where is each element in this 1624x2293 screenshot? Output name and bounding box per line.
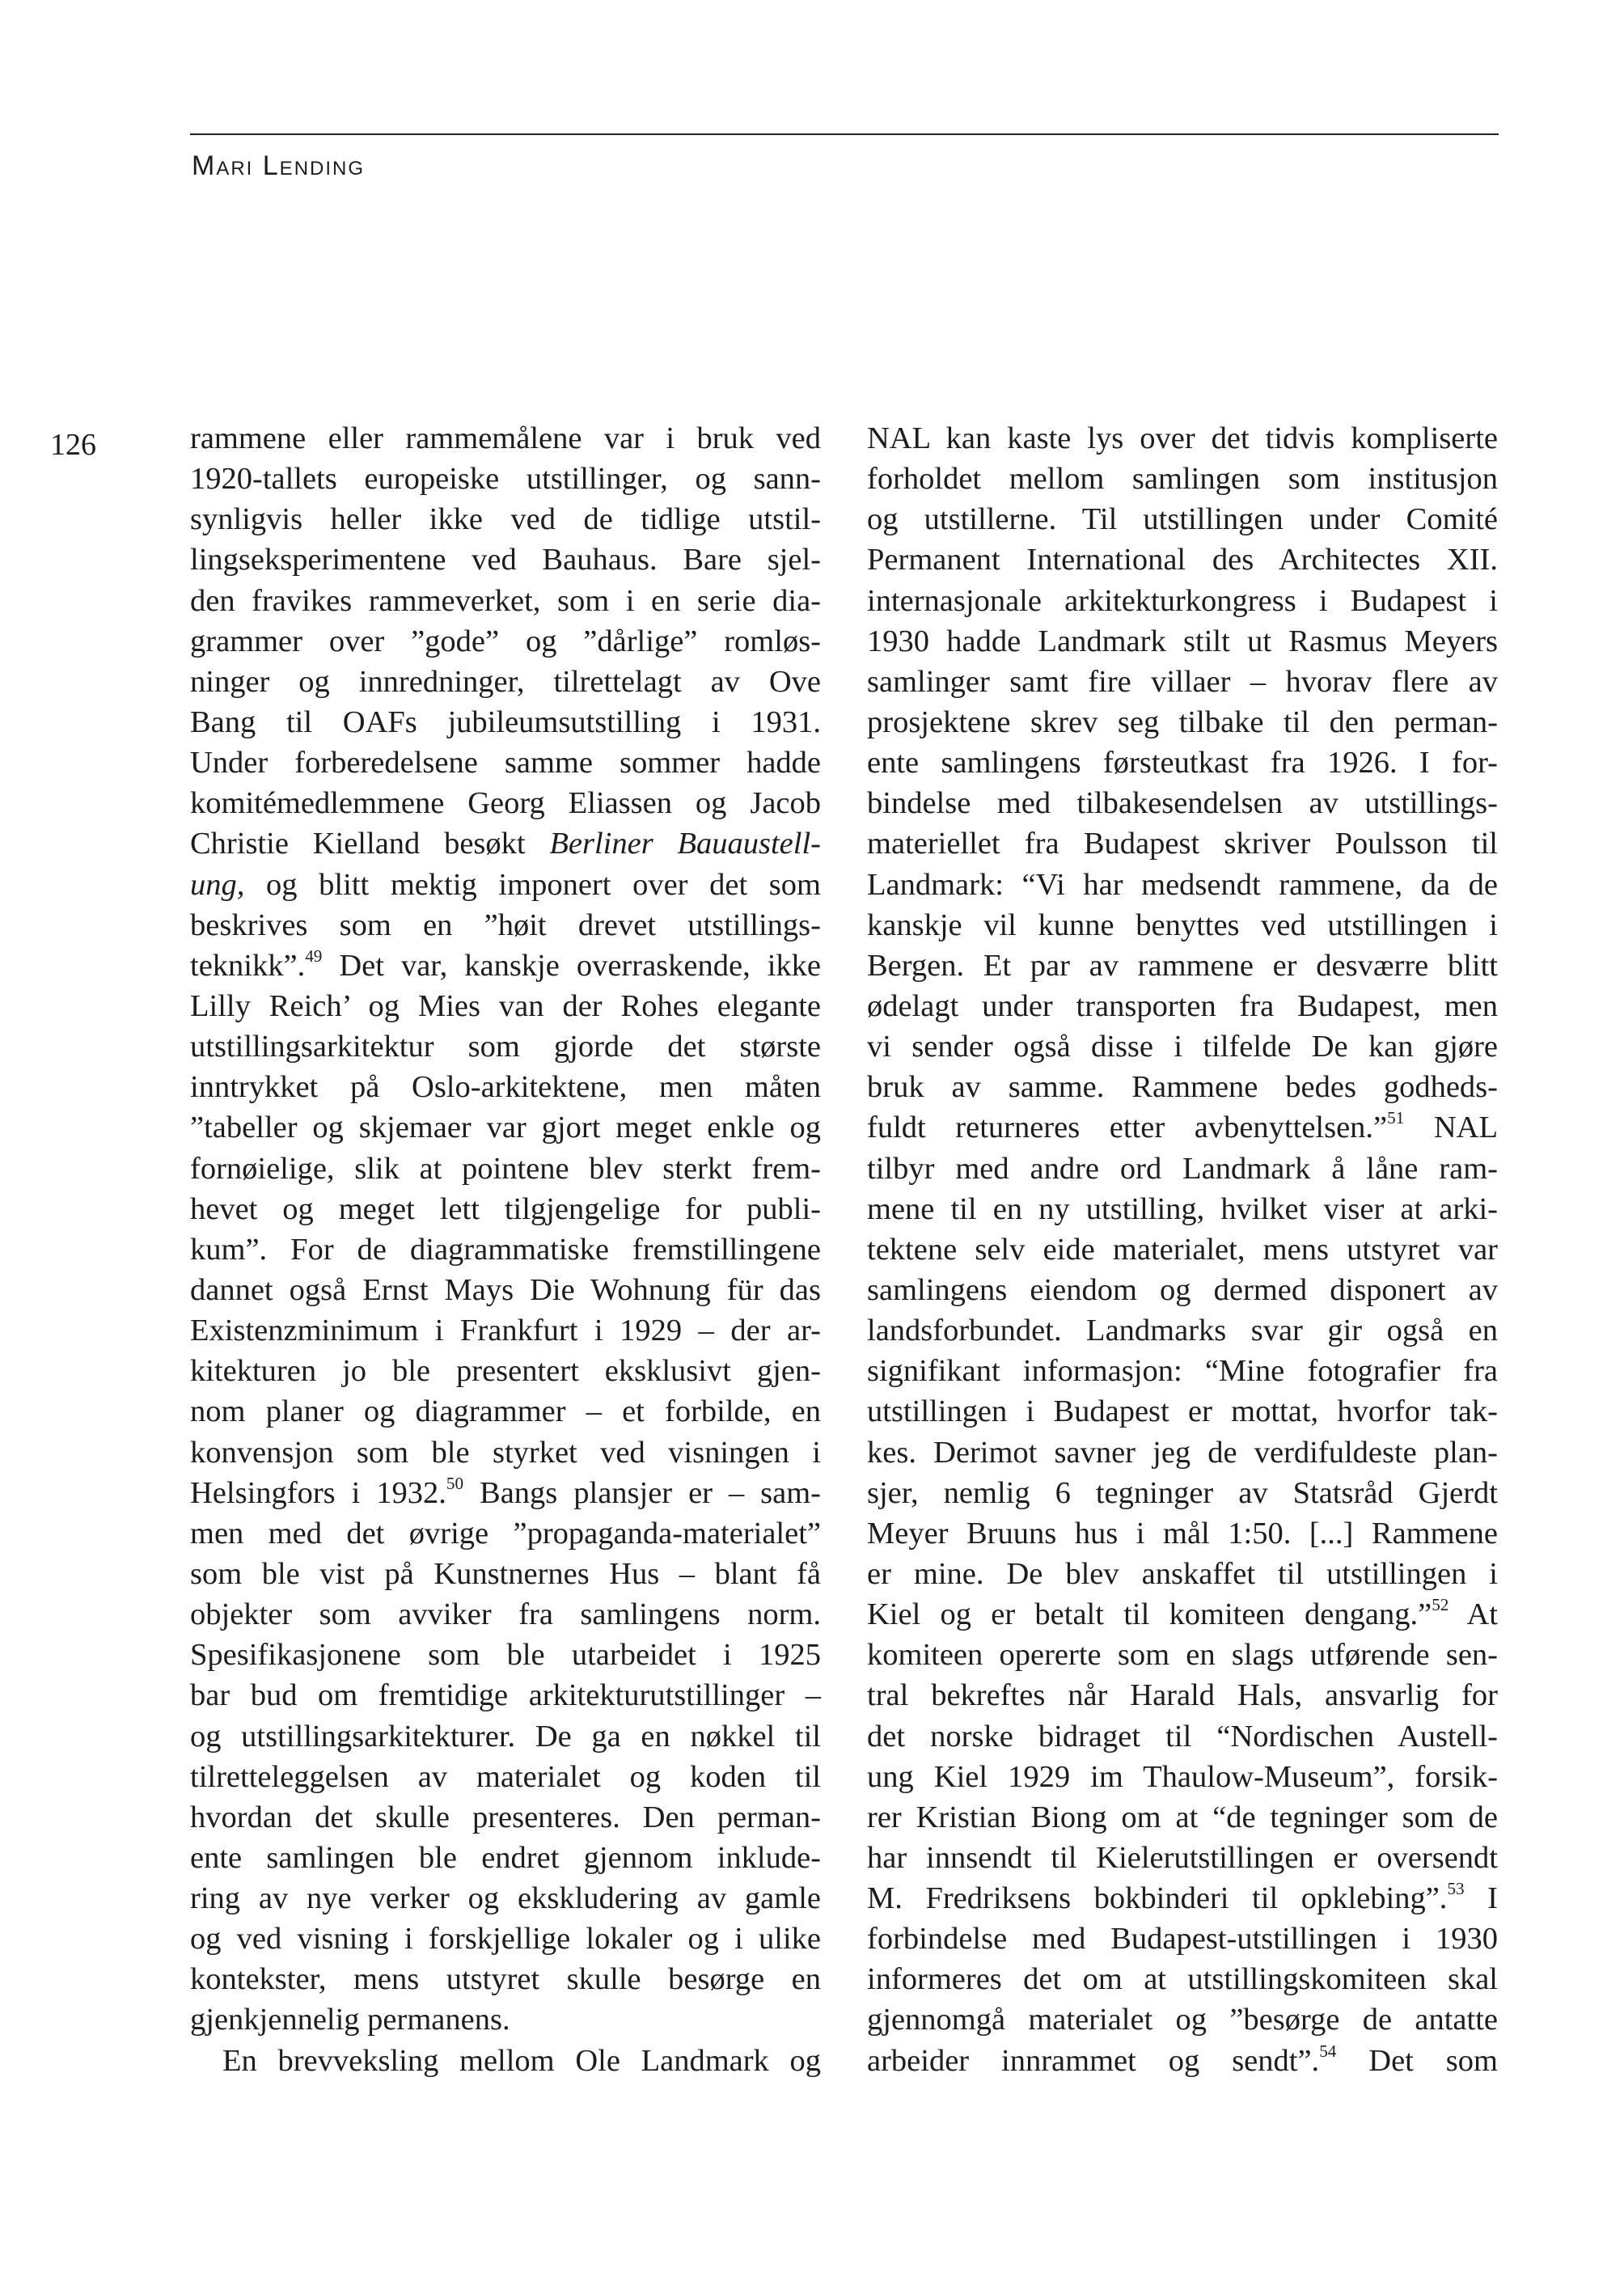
text-line: ung, og blitt mektig imponert over det som (190, 867, 821, 902)
text-line: samlingens eiendom og dermed disponert av (867, 1272, 1498, 1307)
text-line: arbeider innrammet og sendt”.$^{54}$ Det som (867, 2041, 1498, 2078)
footnote-ref: 51 (1387, 1108, 1405, 1128)
text-line: landsforbundet. Landmarks svar gir også en (867, 1314, 1498, 1348)
text-line: synligvis heller ikke ved de tidlige utstil- (190, 502, 821, 537)
text-line: samlinger samt fire villaer – hvorav flere av (867, 664, 1498, 699)
running-head: Mari Lending (192, 150, 366, 181)
text-line: signifikant informasjon: “Mine fotografier fra (867, 1354, 1498, 1389)
text-line: bar bud om fremtidige arkitekturutstillinger – (190, 1678, 821, 1713)
right-text-column (867, 418, 1498, 2081)
page-number: 126 (50, 428, 96, 462)
text-line: 1920-tallets europeiske utstillinger, og sann- (190, 462, 821, 497)
text-line: hevet og meget lett tilgjengelige for publi- (190, 1191, 821, 1226)
text-line: og utstillerne. Til utstillingen under Comité (867, 502, 1498, 537)
text-line: nom planer og diagrammer – et forbilde, en (190, 1394, 821, 1429)
text-line: som ble vist på Kunstnernes Hus – blant få (190, 1556, 821, 1591)
text-line: kes. Derimot savner jeg de verdifuldeste plan- (867, 1435, 1498, 1470)
text-line: beskrives som en ”høit drevet utstillings- (190, 907, 821, 942)
text-line: grammer over ”gode” og ”dårlige” romløs- (190, 624, 821, 658)
text-line: hvordan det skulle presenteres. Den perman- (190, 1800, 821, 1834)
text-line: kanskje vil kunne benyttes ved utstillingen i (867, 907, 1498, 942)
text-line: forbindelse med Budapest-utstillingen i 1930 (867, 1922, 1498, 1957)
text-line: Existenzminimum i Frankfurt i 1929 – der ar- (190, 1314, 821, 1348)
text-line: rer Kristian Biong om at “de tegninger som de (867, 1800, 1498, 1834)
text-line: utstillingsarkitektur som gjorde det største (190, 1030, 821, 1064)
footnote-ref: 53 (1447, 1879, 1465, 1899)
text-line: rammene eller rammemålene var i bruk ved (190, 421, 821, 455)
text-line: utstillingen i Budapest er mottat, hvorfor tak- (867, 1394, 1498, 1429)
text-line: Bang til OAFs jubileumsutstilling i 1931. (190, 704, 821, 739)
text-line: informeres det om at utstillingskomiteen skal (867, 1962, 1498, 1997)
text-line: Kiel og er betalt til komiteen dengang.”$^{52}$ At (867, 1595, 1498, 1632)
text-line: tilbyr med andre ord Landmark å låne ram- (867, 1151, 1498, 1186)
text-line: fuldt returneres etter avbenyttelsen.”$^{51}$ NAL (867, 1108, 1498, 1145)
footnote-ref: 50 (446, 1473, 464, 1493)
text-line: ninger og innredninger, tilrettelagt av Ove (190, 664, 821, 699)
text-line: bruk av samme. Rammene bedes godheds- (867, 1070, 1498, 1105)
text-line: Christie Kielland besøkt Berliner Bauaustell- (190, 827, 821, 861)
text-line: prosjektene skrev seg tilbake til den perman- (867, 704, 1498, 739)
text-line: fornøielige, slik at pointene blev sterkt frem- (190, 1151, 821, 1186)
text-line: En brevveksling mellom Ole Landmark og (222, 2043, 821, 2078)
text-line: konvensjon som ble styrket ved visningen i (190, 1435, 821, 1470)
text-line: er mine. De blev anskaffet til utstillingen i (867, 1556, 1498, 1591)
header-rule (190, 133, 1499, 135)
text-line: ente samlingen ble endret gjennom inklude- (190, 1840, 821, 1875)
text-line: mene til en ny utstilling, hvilket viser at arki- (867, 1191, 1498, 1226)
text-line: ente samlingens førsteutkast fra 1926. I for- (867, 746, 1498, 781)
text-line: og ved visning i forskjellige lokaler og i ulike (190, 1922, 821, 1957)
text-line: tektene selv eide materialet, mens utstyret var (867, 1232, 1498, 1267)
text-line: gjenkjennelig permanens. (190, 2003, 510, 2037)
text-line: gjennomgå materialet og ”besørge de antatte (867, 2003, 1498, 2037)
text-line: ødelagt under transporten fra Budapest, men (867, 988, 1498, 1023)
left-text-column (190, 418, 821, 2081)
text-line: tilretteleggelsen av materialet og koden til (190, 1759, 821, 1794)
text-line: ”tabeller og skjemaer var gjort meget enkle og (190, 1111, 821, 1145)
text-line: og utstillingsarkitekturer. De ga en nøkkel til (190, 1719, 821, 1754)
text-line: Under forberedelsene samme sommer hadde (190, 746, 821, 781)
text-line: den fravikes rammeverket, som i en serie dia- (190, 583, 821, 618)
text-line: komitémedlemmene Georg Eliassen og Jacob (190, 786, 821, 821)
text-line: internasjonale arkitekturkongress i Budapest i (867, 583, 1498, 618)
text-line: materiellet fra Budapest skriver Poulsson til (867, 827, 1498, 861)
text-line: teknikk”.$^{49}$ Det var, kanskje overraskende, ikke (190, 946, 821, 983)
text-line: inntrykket på Oslo-arkitektene, men måten (190, 1070, 821, 1105)
text-line: Landmark: “Vi har medsendt rammene, da de (867, 867, 1498, 902)
text-line: dannet også Ernst Mays Die Wohnung für das (190, 1272, 821, 1307)
text-line: Meyer Bruuns hus i mål 1:50. [...] Rammene (867, 1516, 1498, 1551)
text-line: Permanent International des Architectes XII. (867, 543, 1498, 577)
text-line: objekter som avviker fra samlingens norm. (190, 1597, 821, 1632)
text-line: har innsendt til Kielerutstillingen er oversendt (867, 1840, 1498, 1875)
text-line: vi sender også disse i tilfelde De kan gjøre (867, 1030, 1498, 1064)
text-line: bindelse med tilbakesendelsen av utstillings- (867, 786, 1498, 821)
text-line: kum”. For de diagrammatiske fremstillingene (190, 1232, 821, 1267)
text-line: Bergen. Et par av rammene er desværre blitt (867, 948, 1498, 983)
footnote-ref: 54 (1319, 2041, 1337, 2061)
text-line: NAL kan kaste lys over det tidvis kompliserte (867, 421, 1498, 455)
footnote-ref: 52 (1432, 1595, 1449, 1615)
text-line: Spesifikasjonene som ble utarbeidet i 1925 (190, 1638, 821, 1673)
text-line: forholdet mellom samlingen som institusjon (867, 462, 1498, 497)
text-line: ring av nye verker og ekskludering av gamle (190, 1881, 821, 1916)
text-line: lingseksperimentene ved Bauhaus. Bare sjel- (190, 543, 821, 577)
footnote-ref: 49 (305, 946, 323, 966)
italic-title: ung, (190, 867, 245, 902)
text-line: kitekturen jo ble presentert eksklusivt gjen- (190, 1354, 821, 1389)
text-line: det norske bidraget til “Nordischen Austell- (867, 1719, 1498, 1754)
text-line: men med det øvrige ”propaganda-materialet” (190, 1516, 821, 1551)
text-line: tral bekreftes når Harald Hals, ansvarlig for (867, 1678, 1498, 1713)
text-line: komiteen opererte som en slags utførende sen- (867, 1638, 1498, 1673)
text-line: ung Kiel 1929 im Thaulow-Museum”, forsik- (867, 1759, 1498, 1794)
text-line: 1930 hadde Landmark stilt ut Rasmus Meyers (867, 624, 1498, 658)
text-line: Helsingfors i 1932.50 Bangs plansjer er – sam- (190, 1473, 822, 1510)
text-line: sjer, nemlig 6 tegninger av Statsråd Gjerdt (867, 1475, 1498, 1510)
text-line: kontekster, mens utstyret skulle besørge en (190, 1962, 821, 1997)
text-line: Lilly Reich’ og Mies van der Rohes elegante (190, 988, 821, 1023)
text-line: M. Fredriksens bokbinderi til opklebing”.$^{53}$ I (867, 1879, 1498, 1916)
italic-title: Berliner Bauaustell- (549, 827, 821, 861)
